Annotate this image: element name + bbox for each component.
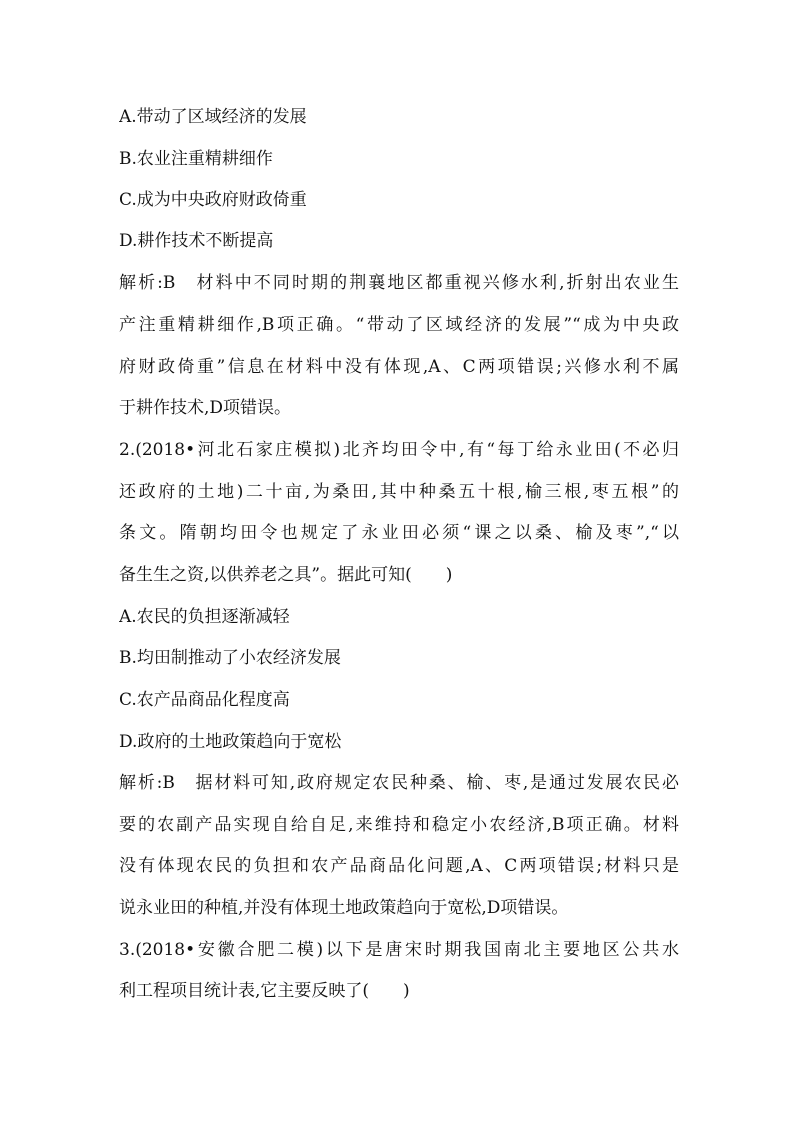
option-a-q2: A.农民的负担逐渐减轻 [119, 607, 290, 627]
option-d-q1: D.耕作技术不断提高 [119, 231, 274, 251]
analysis-q2-line1: 解析:B 据材料可知,政府规定农民种桑、榆、枣,是通过发展农民必 [119, 773, 679, 793]
question-2-line2: 还政府的土地)二十亩,为桑田,其中种桑五十根,榆三根,枣五根”的 [119, 482, 679, 502]
analysis-q2-line3: 没有体现农民的负担和农产品商品化问题,A、C两项错误;材料只是 [119, 856, 679, 876]
question-3-line1: 3.(2018•安徽合肥二模)以下是唐宋时期我国南北主要地区公共水 [119, 940, 679, 960]
option-d-q2: D.政府的土地政策趋向于宽松 [119, 732, 342, 752]
analysis-q1-line4: 于耕作技术,D项错误。 [119, 398, 292, 418]
question-2-line4: 备生生之资,以供养老之具”。据此可知( ) [119, 565, 453, 585]
option-b-q2: B.均田制推动了小农经济发展 [119, 648, 341, 668]
analysis-q2-line4: 说永业田的种植,并没有体现土地政策趋向于宽松,D项错误。 [119, 898, 569, 918]
option-a-q1: A.带动了区域经济的发展 [119, 107, 307, 127]
question-2-line1: 2.(2018•河北石家庄模拟)北齐均田令中,有“每丁给永业田(不必归 [119, 440, 679, 460]
analysis-q1-line1: 解析:B 材料中不同时期的荆襄地区都重视兴修水利,折射出农业生 [119, 273, 679, 293]
option-c-q1: C.成为中央政府财政倚重 [119, 190, 307, 210]
question-3-line2: 利工程项目统计表,它主要反映了( ) [119, 981, 410, 1001]
analysis-q1-line2: 产注重精耕细作,B项正确。“带动了区域经济的发展”“成为中央政 [119, 315, 679, 335]
analysis-q1-line3: 府财政倚重”信息在材料中没有体现,A、C两项错误;兴修水利不属 [119, 357, 679, 377]
option-b-q1: B.农业注重精耕细作 [119, 149, 273, 169]
analysis-q2-line2: 要的农副产品实现自给自足,来维持和稳定小农经济,B项正确。材料 [119, 815, 679, 835]
question-2-line3: 条文。隋朝均田令也规定了永业田必须“课之以桑、榆及枣”,“以 [119, 523, 679, 543]
option-c-q2: C.农产品商品化程度高 [119, 690, 290, 710]
